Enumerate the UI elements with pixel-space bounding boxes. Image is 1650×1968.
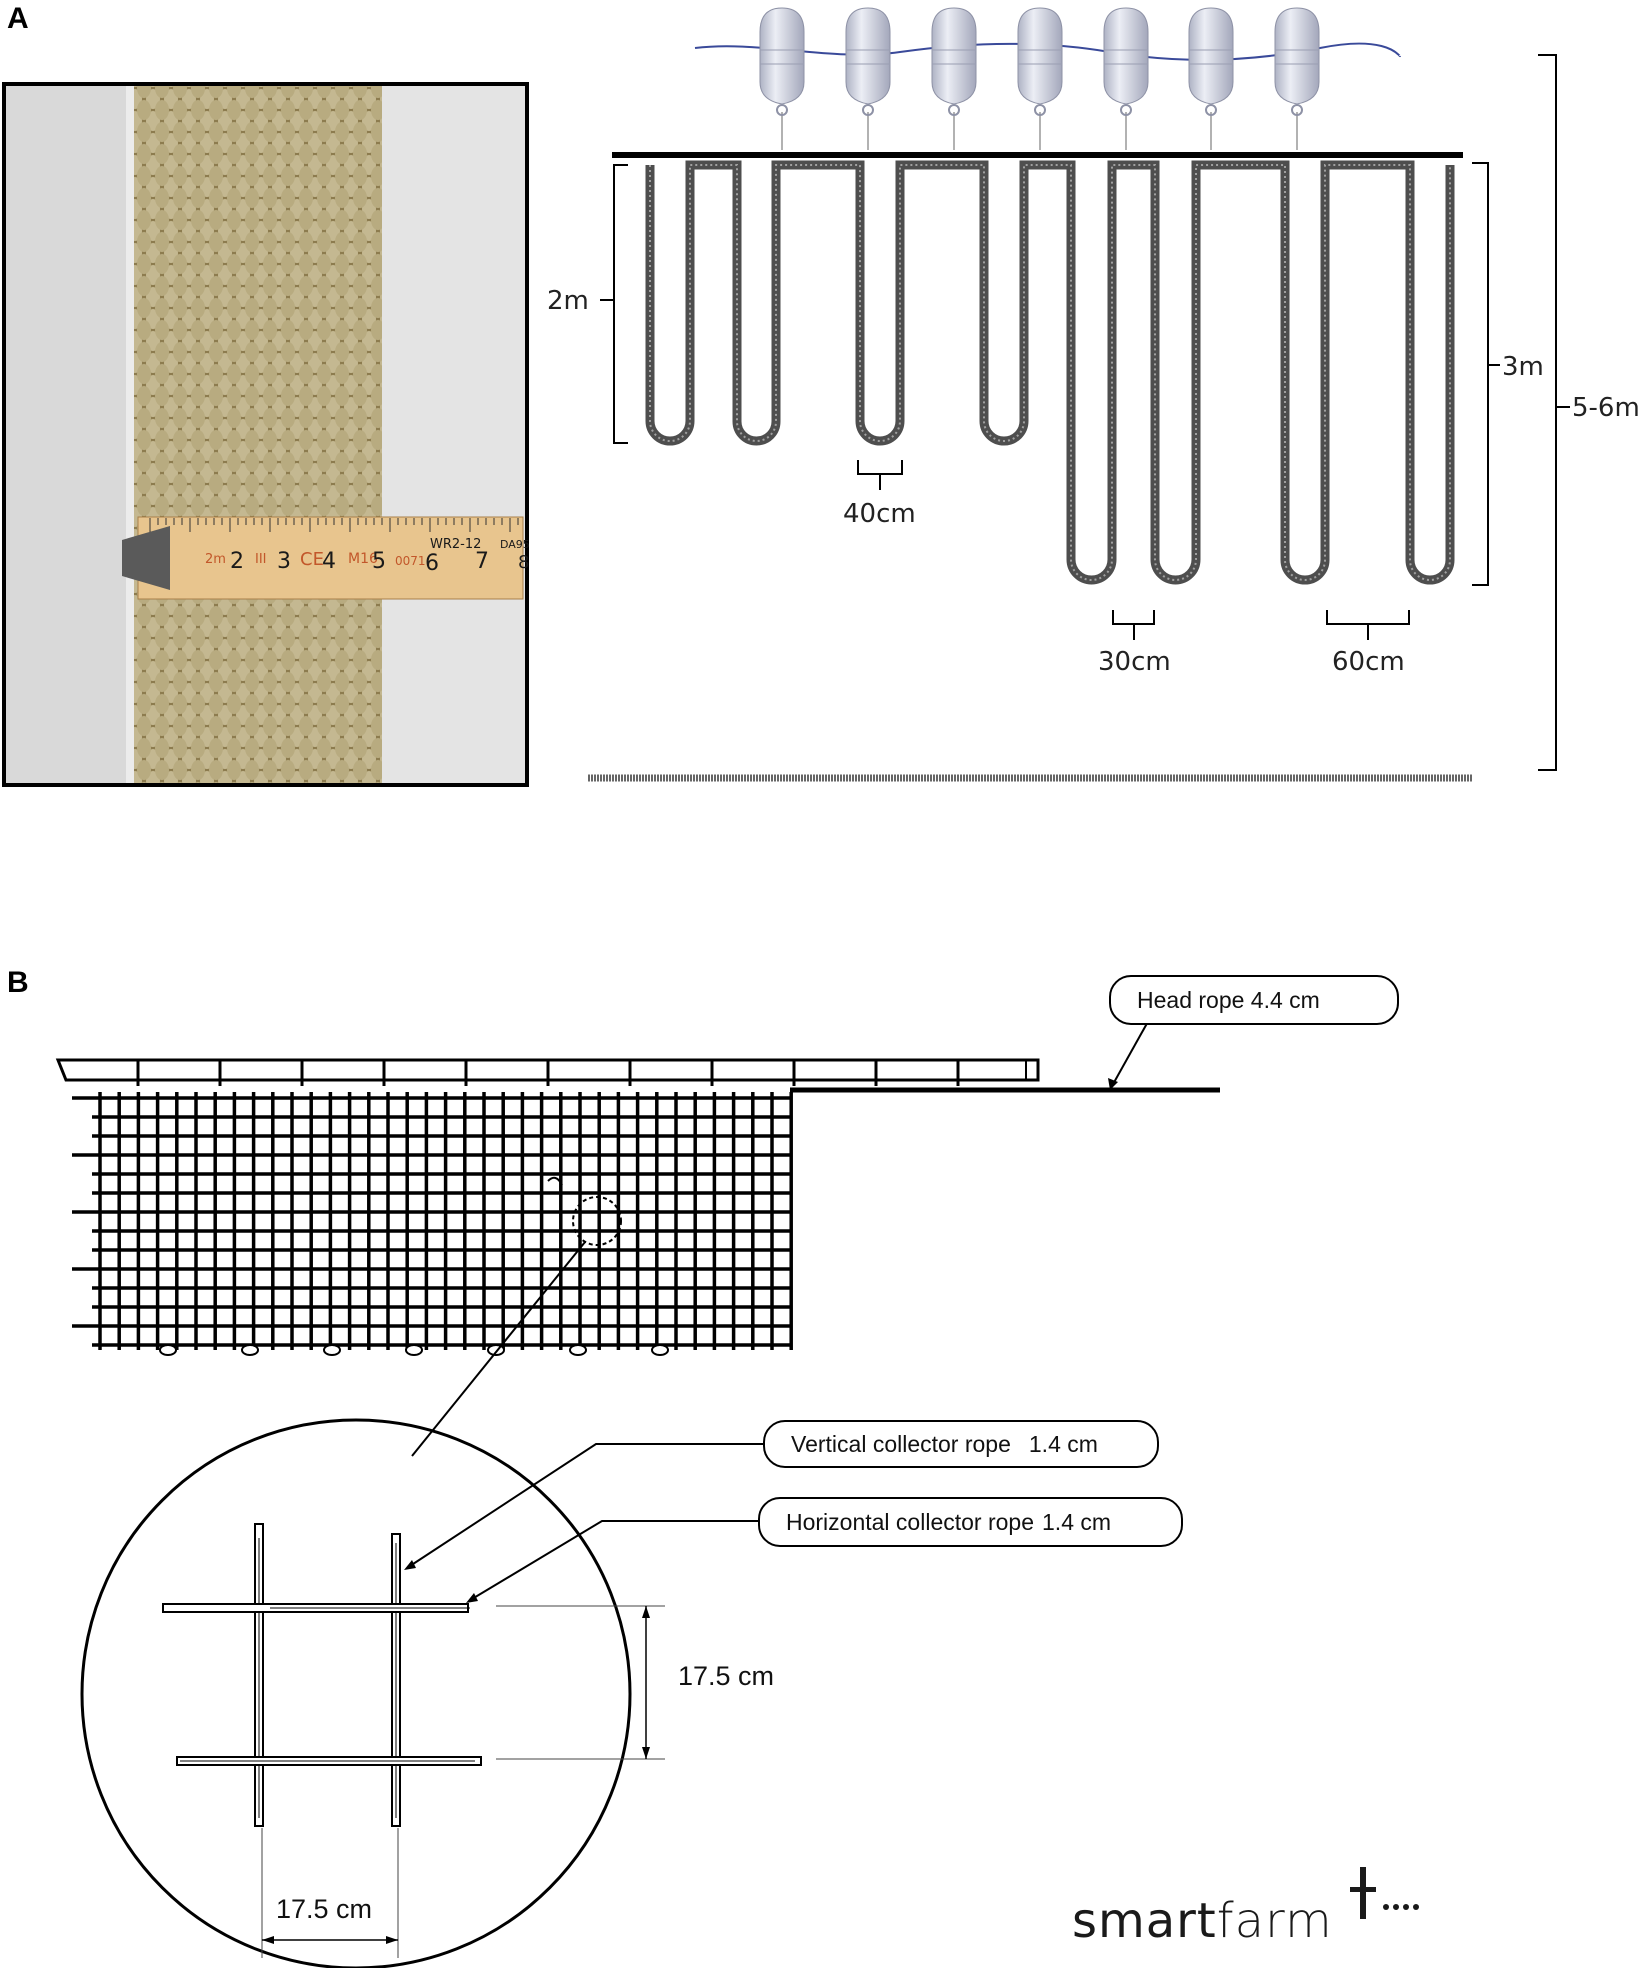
horizontal-rope-leader: [472, 1521, 758, 1599]
grid-bottom-loop: [652, 1345, 668, 1355]
buoy-icon: [1275, 8, 1319, 150]
bracket-30cm: [1113, 610, 1154, 640]
logo-text-smart: smart: [1072, 1893, 1217, 1949]
buoy-icon: [846, 8, 890, 150]
logo-text-farm: farm: [1216, 1893, 1333, 1949]
ruler-mark: 5: [372, 549, 386, 574]
buoy-icon: [760, 8, 804, 150]
panel-b-label: B: [7, 966, 29, 999]
zoomed-rope-detail: [163, 1524, 481, 1826]
buoy-row: [760, 8, 1319, 150]
collector-rope-grid: [72, 1092, 792, 1355]
buoy-icon: [932, 8, 976, 150]
collector-rope-texture: [650, 165, 1450, 580]
label-3m: 3m: [1502, 352, 1544, 382]
vertical-rope-callout: [763, 1420, 1159, 1468]
grid-bottom-loop: [160, 1345, 176, 1355]
ruler-mark: 0071: [395, 554, 426, 568]
label-2m: 2m: [547, 286, 589, 316]
label-vertical-spacing: 17.5 cm: [678, 1661, 775, 1691]
ruler-mark: 2: [230, 549, 244, 574]
head-rope: [58, 1060, 1220, 1090]
jute-rope-photo: [4, 84, 530, 785]
horizontal-rope-callout-name: Horizontal collector rope: [786, 1508, 1035, 1535]
ruler-mark: 8: [518, 552, 530, 573]
head-rope-leader: [1112, 1018, 1150, 1086]
bracket-40cm: [858, 460, 902, 490]
label-40cm: 40cm: [843, 499, 916, 529]
grid-bottom-loop: [324, 1345, 340, 1355]
panel-a-diagram: [0, 0, 1650, 800]
ruler-mark: 6: [425, 551, 439, 576]
collector-rope-path: [650, 165, 1450, 580]
vertical-rope-arrow: [404, 1560, 416, 1570]
ruler-mark: 7: [475, 549, 489, 574]
measuring-ruler: [122, 517, 530, 599]
bracket-3m: [1472, 163, 1500, 585]
grid-bottom-loop: [242, 1345, 258, 1355]
buoy-icon: [1018, 8, 1062, 150]
dim-horizontal-spacing: [262, 1828, 398, 1958]
ruler-mark: 2m: [205, 552, 226, 567]
ruler-mark: 3: [277, 549, 291, 574]
horizontal-rope-arrow: [466, 1593, 478, 1603]
panel-b-diagram: [0, 968, 1650, 1968]
smartfarm-logo: [1072, 1893, 1333, 1949]
ruler-mark: DA95: [500, 538, 530, 551]
horizontal-rope-callout-value: 1.4 cm: [1042, 1508, 1112, 1535]
panel-a-label: A: [7, 2, 29, 35]
bracket-5-6m: [1538, 55, 1570, 770]
ruler-mark: WR2-12: [430, 537, 482, 552]
grid-bottom-loop: [570, 1345, 586, 1355]
vertical-rope-callout-name: Vertical collector rope: [791, 1430, 1011, 1457]
ruler-mark: M16: [348, 551, 378, 567]
grid-bottom-loop: [406, 1345, 422, 1355]
label-60cm: 60cm: [1332, 647, 1405, 677]
zoom-detail-circle: [82, 1420, 630, 1968]
label-horizontal-spacing: 17.5 cm: [276, 1894, 373, 1924]
label-5-6m: 5-6m: [1572, 393, 1640, 423]
ruler-mark: CE: [300, 549, 324, 570]
buoy-icon: [1104, 8, 1148, 150]
buoy-icon: [1189, 8, 1233, 150]
dim-vertical-spacing: [496, 1606, 665, 1759]
ruler-mark: 4: [322, 549, 336, 574]
label-30cm: 30cm: [1098, 647, 1171, 677]
horizontal-rope-callout: [758, 1497, 1183, 1547]
ruler-mark: III: [255, 552, 267, 567]
collector-ropes: [650, 165, 1450, 580]
head-rope-callout-text: Head rope 4.4 cm: [1137, 986, 1320, 1013]
vertical-rope-callout-value: 1.4 cm: [1028, 1430, 1098, 1457]
bracket-2m: [600, 165, 628, 443]
bracket-60cm: [1327, 610, 1409, 640]
head-rope-callout: [1109, 975, 1399, 1025]
logo-mark-icon: [1348, 1863, 1428, 1923]
